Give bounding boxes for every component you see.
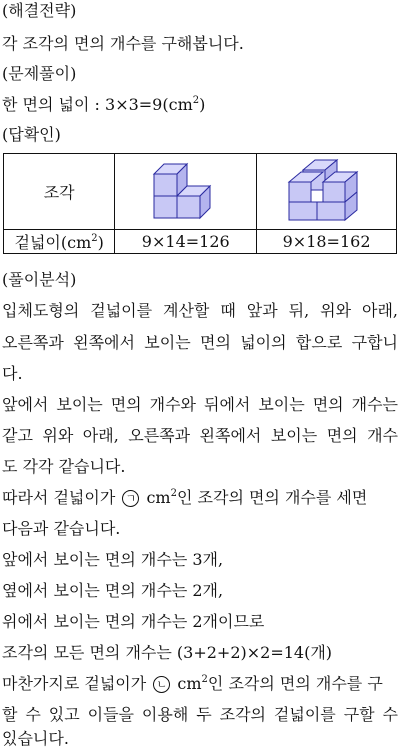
heading-solution: (문제풀이) (2, 64, 77, 83)
analysis-p2-line2: 같고 위와 아래, 오른쪽과 왼쪽에서 보이는 면의 개수 (2, 426, 398, 445)
answer-table-row-area (4, 230, 397, 254)
row-label-area-close: ) (97, 233, 104, 252)
heading-strategy: (해결전략) (2, 1, 77, 20)
piece-1-cube-front-a (154, 174, 177, 196)
row-label-area (4, 230, 115, 254)
piece-2-area: 9×18=162 (257, 230, 397, 254)
solution-formula-close: ) (199, 95, 206, 114)
piece-2-cube-front-right (323, 182, 345, 202)
analysis-p3-line2: 다음과 같습니다. (2, 519, 121, 538)
analysis-p1-line3: 다. (2, 364, 23, 383)
circled-letter-b: ㄴ (153, 676, 170, 693)
analysis-p4-line1: 앞에서 보이는 면의 개수는 3개, (2, 550, 224, 569)
analysis-p4-line3: 위에서 보이는 면의 개수는 2개이므로 (2, 612, 265, 631)
analysis-p1-line2: 오른쪽과 왼쪽에서 보이는 면의 넓이의 합으로 구합니 (2, 333, 398, 352)
solution-formula-sup: 2 (192, 95, 200, 106)
answer-table (3, 153, 397, 254)
analysis-p3-unit: cm (146, 488, 171, 507)
analysis-p5-line2: 할 수 있고 이들을 이용해 두 조각의 겉넓이를 구할 수 (2, 705, 398, 724)
analysis-p5-sup: 2 (201, 674, 208, 685)
solution-formula-main: 한 면의 넓이 : 3×3=9(cm (2, 95, 193, 114)
analysis-p2-line3: 도 각각 같습니다. (2, 457, 126, 476)
row-label-piece: 조각 (4, 154, 115, 230)
analysis-p3-suffix: 인 조각의 면의 개수를 세면 (176, 488, 368, 507)
piece-2-cube-bottom-b (317, 202, 345, 220)
piece-1-cube-figure (151, 159, 221, 221)
strategy-text: 각 조각의 면의 개수를 구해봅니다. (2, 34, 244, 53)
analysis-p4-line2: 옆에서 보이는 면의 개수는 2개, (2, 581, 224, 600)
answer-table-row-piece (4, 154, 397, 230)
analysis-p1-line1: 입체도형의 겉넓이를 계산할 때 앞과 뒤, 위와 아래, (2, 301, 398, 320)
analysis-p5-unit: cm (177, 674, 202, 693)
piece-2-cell (257, 154, 397, 230)
analysis-p5-line1 (2, 673, 398, 695)
piece-1-cell (115, 154, 257, 230)
analysis-p5-prefix: 마찬가지로 겉넓이가 (2, 674, 147, 693)
analysis-p3-sup: 2 (170, 488, 177, 499)
piece-2-cube-figure (281, 158, 373, 222)
piece-1-cube-front-b (154, 196, 177, 218)
analysis-p5-line3: 있습니다. (2, 729, 69, 748)
row-label-area-sup: 2 (91, 233, 98, 244)
analysis-p2-line1: 앞에서 보이는 면의 개수와 뒤에서 보이는 면의 개수는 (2, 395, 398, 414)
piece-2-cube-front-left (289, 182, 311, 202)
analysis-p4-line4: 조각의 모든 면의 개수는 (3+2+2)×2=14(개) (2, 643, 333, 662)
analysis-p5-suffix: 인 조각의 면의 개수를 구 (207, 674, 383, 693)
heading-analysis: (풀이분석) (2, 270, 77, 289)
row-label-area-text: 겉넓이(cm (14, 233, 92, 252)
piece-1-area: 9×14=126 (115, 230, 257, 254)
heading-answer: (답확인) (2, 125, 61, 144)
analysis-p3-prefix: 따라서 겉넓이가 (2, 488, 116, 507)
circled-letter-a: ㄱ (122, 490, 139, 507)
solution-formula (2, 94, 398, 116)
piece-2-cube-bottom-a (289, 202, 317, 220)
piece-1-cube-front-c (177, 196, 200, 218)
analysis-p3-line1 (2, 487, 398, 509)
